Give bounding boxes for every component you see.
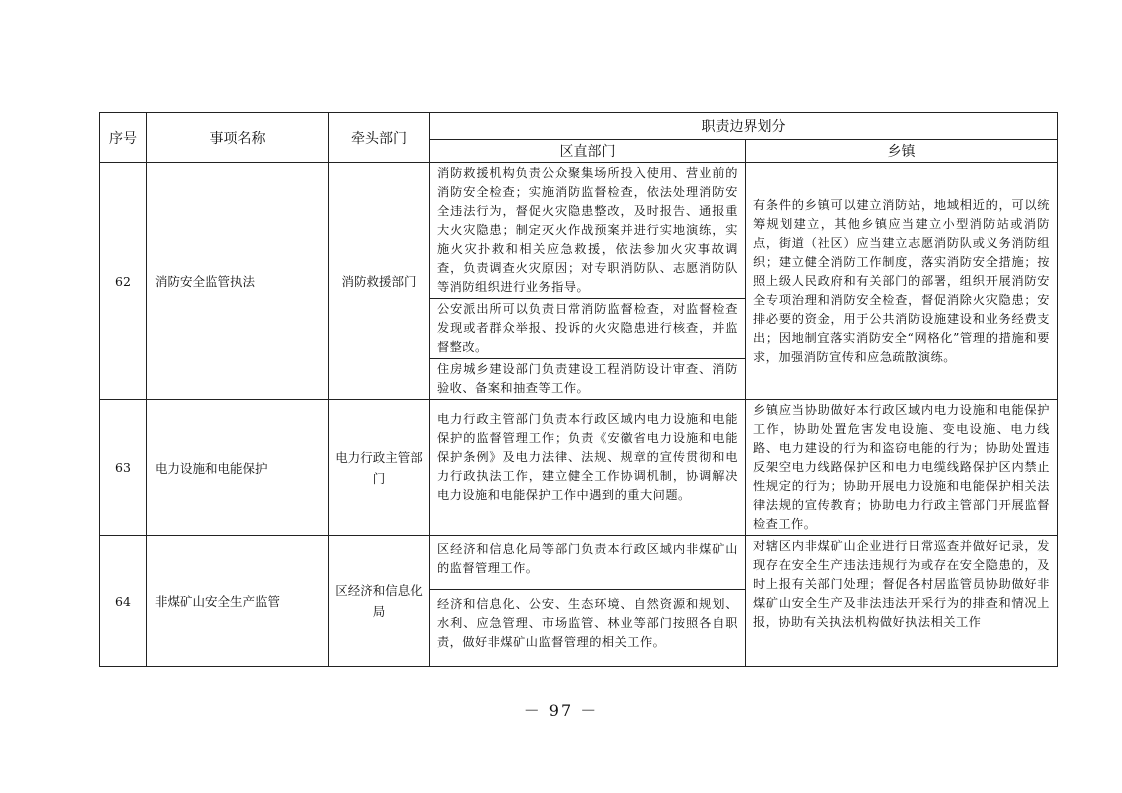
item-name: 非煤矿山安全生产监管 bbox=[147, 536, 329, 667]
header-boundary: 职责边界划分 bbox=[430, 113, 1058, 140]
page-number: － 97 － bbox=[523, 701, 599, 720]
header-seq: 序号 bbox=[100, 113, 147, 163]
row-number: 62 bbox=[100, 163, 147, 400]
district-duty: 公安派出所可以负责日常消防监督检查，对监督检查发现或者群众举报、投诉的火灾隐患进行核查，并监督整改。 bbox=[430, 298, 745, 358]
district-duty: 消防救援机构负责公众聚集场所投入使用、营业前的消防安全检查；实施消防监督检查，依法处理消防安全违法行为，督促火灾隐患整改，及时报告、通报重大火灾隐患；制定灭火作战预案并进行实地演练，实施火灾扑救和相关应急救援，依法参加火灾事故调查，负责调查火灾原因；对专职消防队、志愿消防队等消防组织进行业务指导。 bbox=[437, 166, 738, 294]
lead-dept: 区经济和信息化局 bbox=[329, 536, 430, 667]
lead-dept: 消防救援部门 bbox=[329, 163, 430, 400]
township-duty: 对辖区内非煤矿山企业进行日常巡查并做好记录，发现存在安全生产违法违规行为或存在安全隐患的，及时上报有关部门处理；督促各村居监管员协助做好非煤矿山安全生产及非法违法开采行为的排查和情况上报，协助有关执法机构做好执法相关工作 bbox=[746, 536, 1058, 667]
header-row bbox=[100, 113, 1058, 140]
district-dept-cell bbox=[430, 163, 746, 400]
lead-dept: 电力行政主管部门 bbox=[329, 400, 430, 536]
item-name: 电力设施和电能保护 bbox=[147, 400, 329, 536]
district-duty: 区经济和信息化局等部门负责本行政区域内非煤矿山的监督管理工作。 bbox=[437, 542, 738, 575]
table-row bbox=[100, 163, 1058, 400]
item-name: 消防安全监管执法 bbox=[147, 163, 329, 400]
row-number: 63 bbox=[100, 400, 147, 536]
district-duty: 电力行政主管部门负责本行政区域内电力设施和电能保护的监督管理工作；负责《安徽省电力设施和电能保护条例》及电力法律、法规、规章的宣传贯彻和电力行政执法工作，建立健全工作协调机制，协调解决电力设施和电能保护工作中遇到的重大问题。 bbox=[430, 400, 746, 536]
table-row bbox=[100, 400, 1058, 536]
responsibility-table bbox=[99, 112, 1058, 667]
header-lead-dept: 牵头部门 bbox=[329, 113, 430, 163]
row-number: 64 bbox=[100, 536, 147, 667]
district-dept-cell bbox=[430, 536, 746, 667]
township-duty: 有条件的乡镇可以建立消防站，地域相近的，可以统筹规划建立，其他乡镇应当建立小型消防站或消防点，街道（社区）应当建立志愿消防队或义务消防组织；建立健全消防工作制度，落实消防安全措施；按照上级人民政府和有关部门的部署，组织开展消防安全专项治理和消防安全检查，督促消除火灾隐患；安排必要的资金，用于公共消防设施建设和业务经费支出；因地制宜落实消防安全“网格化”管理的措施和要求，加强消防宣传和应急疏散演练。 bbox=[746, 163, 1058, 400]
responsibility-table-container bbox=[99, 112, 1057, 667]
header-township: 乡镇 bbox=[746, 140, 1058, 163]
header-district-dept: 区直部门 bbox=[430, 140, 746, 163]
district-duty: 经济和信息化、公安、生态环境、自然资源和规划、水利、应急管理、市场监管、林业等部门按照各自职责，做好非煤矿山监督管理的相关工作。 bbox=[430, 589, 745, 666]
table-row bbox=[100, 536, 1058, 667]
township-duty: 乡镇应当协助做好本行政区域内电力设施和电能保护工作，协助处置危害发电设施、变电设施、电力线路、电力建设的行为和盗窃电能的行为；协助处置违反架空电力线路保护区和电力电缆线路保护区内禁止性规定的行为；协助开展电力设施和电能保护相关法律法规的宣传教育；协助电力行政主管部门开展监督检查工作。 bbox=[746, 400, 1058, 536]
district-duty: 住房城乡建设部门负责建设工程消防设计审查、消防验收、备案和抽查等工作。 bbox=[430, 358, 745, 399]
header-item-name: 事项名称 bbox=[147, 113, 329, 163]
